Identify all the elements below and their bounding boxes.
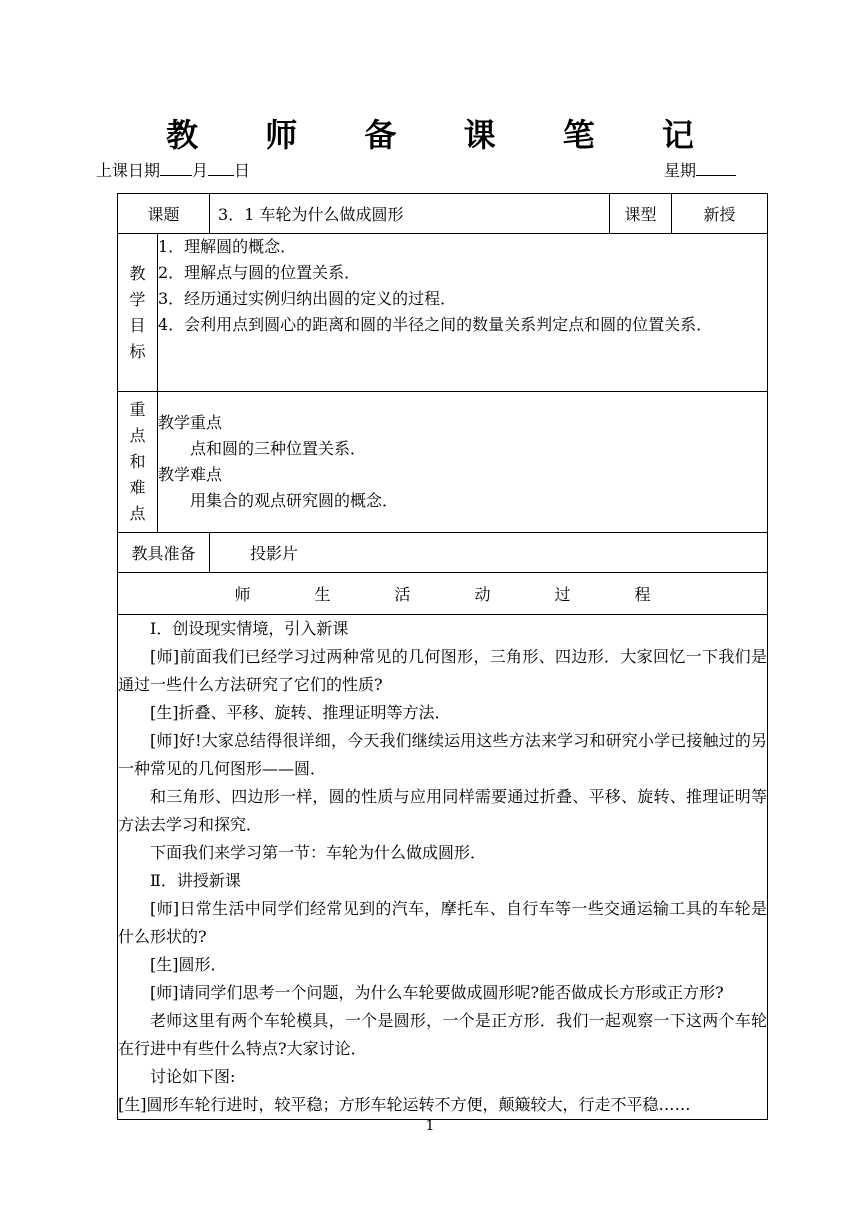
keypoints-row xyxy=(118,392,768,533)
type-value: 新授 xyxy=(672,194,768,234)
type-label: 课型 xyxy=(610,194,672,234)
objective-item: 3．经历通过实例归纳出圆的定义的过程． xyxy=(158,289,457,308)
focus-text: 点和圆的三种位置关系． xyxy=(190,439,367,458)
process-paragraph: [师]请同学们思考一个问题，为什么车轮要做成圆形呢?能否做成长方形或正方形? xyxy=(150,983,724,1002)
objectives-list xyxy=(158,234,768,392)
process-paragraph: [生]圆形． xyxy=(150,955,227,974)
keypoints-content xyxy=(158,392,768,533)
focus-title: 教学重点 xyxy=(158,413,223,432)
materials-value: 投影片 xyxy=(210,533,768,573)
objectives-label: 教 学 目 标 xyxy=(118,234,158,392)
page-title: 教 师 备 课 笔 记 xyxy=(166,116,722,154)
keypoints-label: 重 点 和 难 点 xyxy=(118,392,158,533)
difficulty-title: 教学难点 xyxy=(158,465,223,484)
objective-item: 2．理解点与圆的位置关系． xyxy=(158,263,361,282)
process-paragraph: [师]好!大家总结得很详细，今天我们继续运用这些方法来学习和研究小学已接触过的另一种常见的几何图形——圆． xyxy=(118,731,768,778)
process-paragraph: 和三角形、四边形一样，圆的性质与应用同样需要通过折叠、平移、旋转、推理证明等方法去学习和探究． xyxy=(118,787,768,834)
process-paragraph: 讨论如下图: xyxy=(150,1067,236,1086)
materials-label: 教具准备 xyxy=(118,533,210,573)
process-header: 师 生 活 动 过 程 xyxy=(118,573,768,615)
topic-label: 课题 xyxy=(118,194,210,234)
page-number: 1 xyxy=(425,1118,435,1134)
date-prefix: 上课日期 xyxy=(96,161,161,180)
objective-item: 4．会利用点到圆心的距离和圆的半径之间的数量关系判定点和圆的位置关系． xyxy=(158,315,713,334)
lesson-table xyxy=(117,193,768,1120)
month-label: 月 xyxy=(192,161,209,180)
objective-item: 1．理解圆的概念． xyxy=(158,237,297,256)
weekday-label: 星期 xyxy=(663,161,696,180)
topic-row xyxy=(118,194,768,234)
process-paragraph-last: [生]圆形车轮行进时，较平稳；方形车轮运转不方便，颠簸较大，行走不平稳…… xyxy=(118,1095,691,1114)
process-paragraph: Ⅱ．讲授新课 xyxy=(150,871,241,890)
process-paragraph: Ⅰ．创设现实情境，引入新课 xyxy=(150,619,349,638)
process-body-row xyxy=(118,615,768,1120)
process-paragraph: 老师这里有两个车轮模具，一个是圆形，一个是正方形．我们一起观察一下这两个车轮在行进中有些什么特点?大家讨论． xyxy=(118,1011,768,1058)
topic-value: 3．1 车轮为什么做成圆形 xyxy=(210,194,610,234)
day-label: 日 xyxy=(234,161,251,180)
objectives-row xyxy=(118,234,768,392)
process-body xyxy=(118,615,768,1120)
process-paragraph: [生]折叠、平移、旋转、推理证明等方法． xyxy=(150,703,451,722)
process-paragraph: 下面我们来学习第一节：车轮为什么做成圆形． xyxy=(150,843,487,862)
weekday-blank xyxy=(696,161,736,176)
process-paragraph: [师]日常生活中同学们经常见到的汽车，摩托车、自行车等一些交通运输工具的车轮是什么形状的? xyxy=(118,899,768,946)
difficulty-text: 用集合的观点研究圆的概念． xyxy=(190,491,399,510)
process-paragraph: [师]前面我们已经学习过两种常见的几何图形，三角形、四边形．大家回忆一下我们是通过一些什么方法研究了它们的性质? xyxy=(118,647,768,694)
month-blank xyxy=(160,161,192,176)
date-line xyxy=(96,158,736,182)
process-header-row xyxy=(118,573,768,615)
day-blank xyxy=(208,161,234,176)
materials-row xyxy=(118,533,768,573)
weekday-field xyxy=(664,158,736,181)
